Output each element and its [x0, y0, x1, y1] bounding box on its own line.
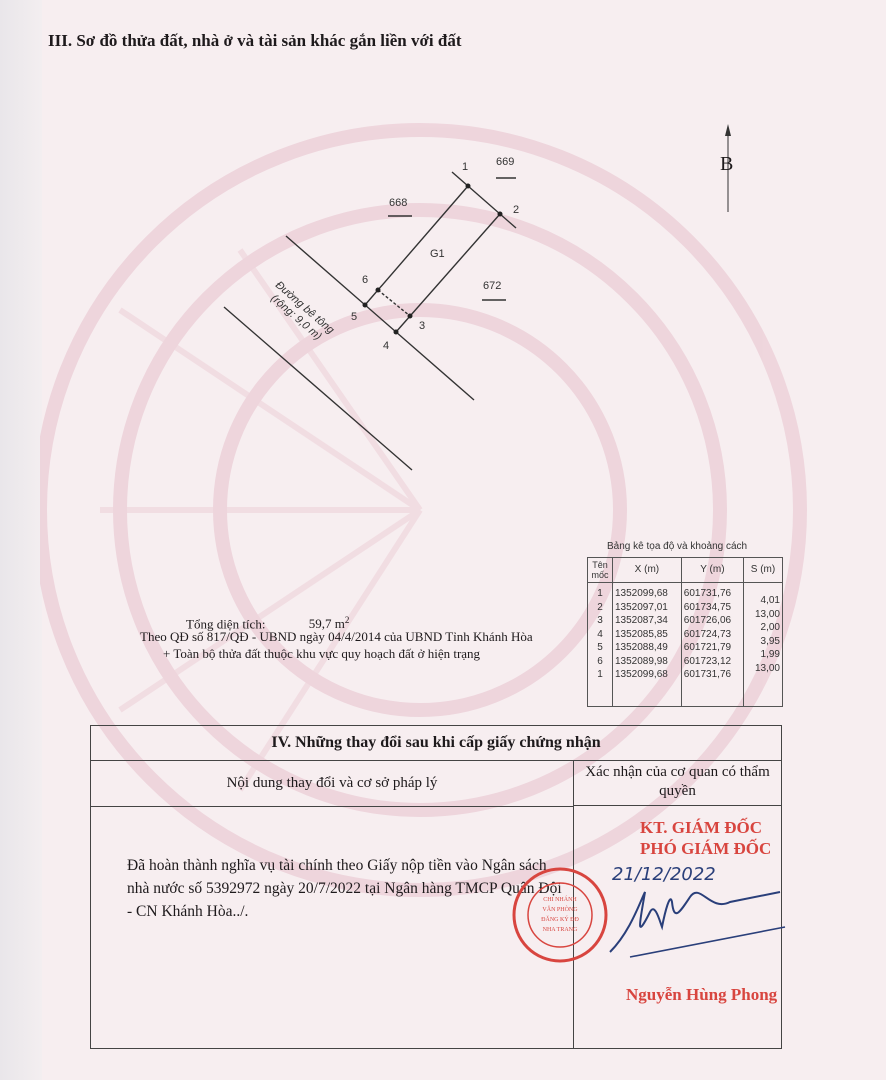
y-value: 601724,73	[683, 628, 732, 640]
y-value: 601731,76	[683, 669, 732, 680]
coord-table-caption: Bảng kê tọa độ và khoảng cách	[607, 541, 748, 552]
section-3-title: III. Sơ đồ thửa đất, nhà ở và tài sản khác gắn liền với đất	[48, 31, 462, 50]
signer-name: Nguyễn Hùng Phong	[626, 985, 778, 1004]
planning-note: + Toàn bộ thửa đất thuộc khu vực quy hoạch đất ở hiện trạng	[163, 646, 481, 661]
y-value: 601734,75	[683, 601, 732, 613]
point-id: 2	[597, 601, 603, 613]
parcel-diagram	[0, 0, 886, 520]
x-value: 1352085,85	[615, 628, 668, 640]
col-header-confirmation: Xác nhận của cơ quan có thẩm quyền	[574, 761, 781, 806]
boundary-1-2	[452, 172, 516, 228]
road-label: Đường bê tông (rộng: 9,0 m)	[268, 279, 337, 343]
point-id: 1	[597, 588, 603, 599]
svg-text:VĂN PHÒNG: VĂN PHÒNG	[542, 907, 578, 913]
neighbor-parcel: 672	[483, 280, 502, 292]
boundary-6-3	[378, 290, 410, 316]
x-value: 1352097,01	[615, 601, 668, 613]
x-value: 1352099,68	[615, 669, 668, 680]
point-label: 3	[419, 320, 426, 332]
x-value: 1352089,98	[615, 655, 668, 667]
point-ids	[588, 583, 613, 707]
col-header: X (m)	[613, 558, 682, 583]
point-id: 5	[597, 642, 603, 653]
distance-value: 3,95	[760, 635, 780, 647]
point-label: 1	[462, 161, 469, 173]
point-label: 5	[351, 311, 358, 323]
point-id: 1	[597, 669, 603, 680]
area-unit-sup: 2	[344, 615, 350, 625]
x-value: 1352099,68	[615, 588, 668, 599]
x-values	[613, 583, 682, 707]
distance-value: 13,00	[754, 662, 780, 674]
handwritten-date: 21/12/2022	[612, 864, 716, 885]
col-header: S (m)	[744, 558, 783, 583]
point-id: 4	[597, 628, 603, 640]
neighbor-parcel: 668	[389, 197, 408, 209]
y-value: 601723,12	[683, 655, 732, 667]
x-value: 1352088,49	[615, 642, 668, 653]
signer-title-2: PHÓ GIÁM ĐỐC	[640, 839, 772, 858]
point-id: 3	[597, 615, 603, 626]
point-label: 2	[513, 204, 520, 216]
point-label: 4	[383, 340, 390, 352]
section-4-title: IV. Những thay đổi sau khi cấp giấy chứng nhận	[91, 726, 781, 761]
decision-line: Theo QĐ số 817/QĐ - UBND ngày 04/4/2014 của UBND Tỉnh Khánh Hòa	[140, 629, 533, 644]
distances	[744, 583, 783, 707]
signature	[600, 872, 790, 972]
point-id: 6	[597, 655, 603, 667]
y-value: 601726,06	[683, 615, 732, 626]
neighbor-parcel: 669	[496, 156, 515, 168]
north-arrow-head	[725, 124, 731, 136]
distance-value: 4,01	[760, 595, 780, 606]
col-header-content: Nội dung thay đổi và cơ sở pháp lý	[91, 761, 574, 807]
y-value: 601731,76	[683, 588, 732, 599]
point-label: 6	[362, 274, 369, 286]
svg-text:CHI NHÁNH: CHI NHÁNH	[543, 897, 577, 903]
area-value: 59,7 m	[308, 616, 345, 632]
change-content: Đã hoàn thành nghĩa vụ tài chính theo Giấy nộp tiền vào Ngân sách nhà nước số 5392972 ngày 20/7/2022 tại Ngân hàng TMCP Quân Đội - CN Khánh Hòa../.	[127, 857, 562, 920]
signer-title-1: KT. GIÁM ĐỐC	[640, 818, 762, 837]
area-label: Tổng diện tích:	[186, 616, 266, 632]
y-values	[681, 583, 743, 707]
coord-table	[587, 557, 783, 707]
x-value: 1352087,34	[615, 615, 668, 626]
y-value: 601721,79	[683, 642, 732, 653]
distance-value: 1,99	[760, 649, 780, 660]
boundary-1-5	[365, 186, 468, 305]
distance-value: 13,00	[754, 608, 780, 620]
col-header: Tên mốc	[588, 558, 613, 583]
official-stamp	[510, 865, 610, 965]
north-label: B	[720, 153, 734, 175]
parcel-label: G1	[430, 248, 445, 260]
svg-text:ĐĂNG KÝ ĐĐ: ĐĂNG KÝ ĐĐ	[541, 917, 579, 923]
col-header: Y (m)	[681, 558, 743, 583]
distance-value: 2,00	[760, 622, 780, 633]
svg-text:NHA TRANG: NHA TRANG	[542, 927, 578, 933]
